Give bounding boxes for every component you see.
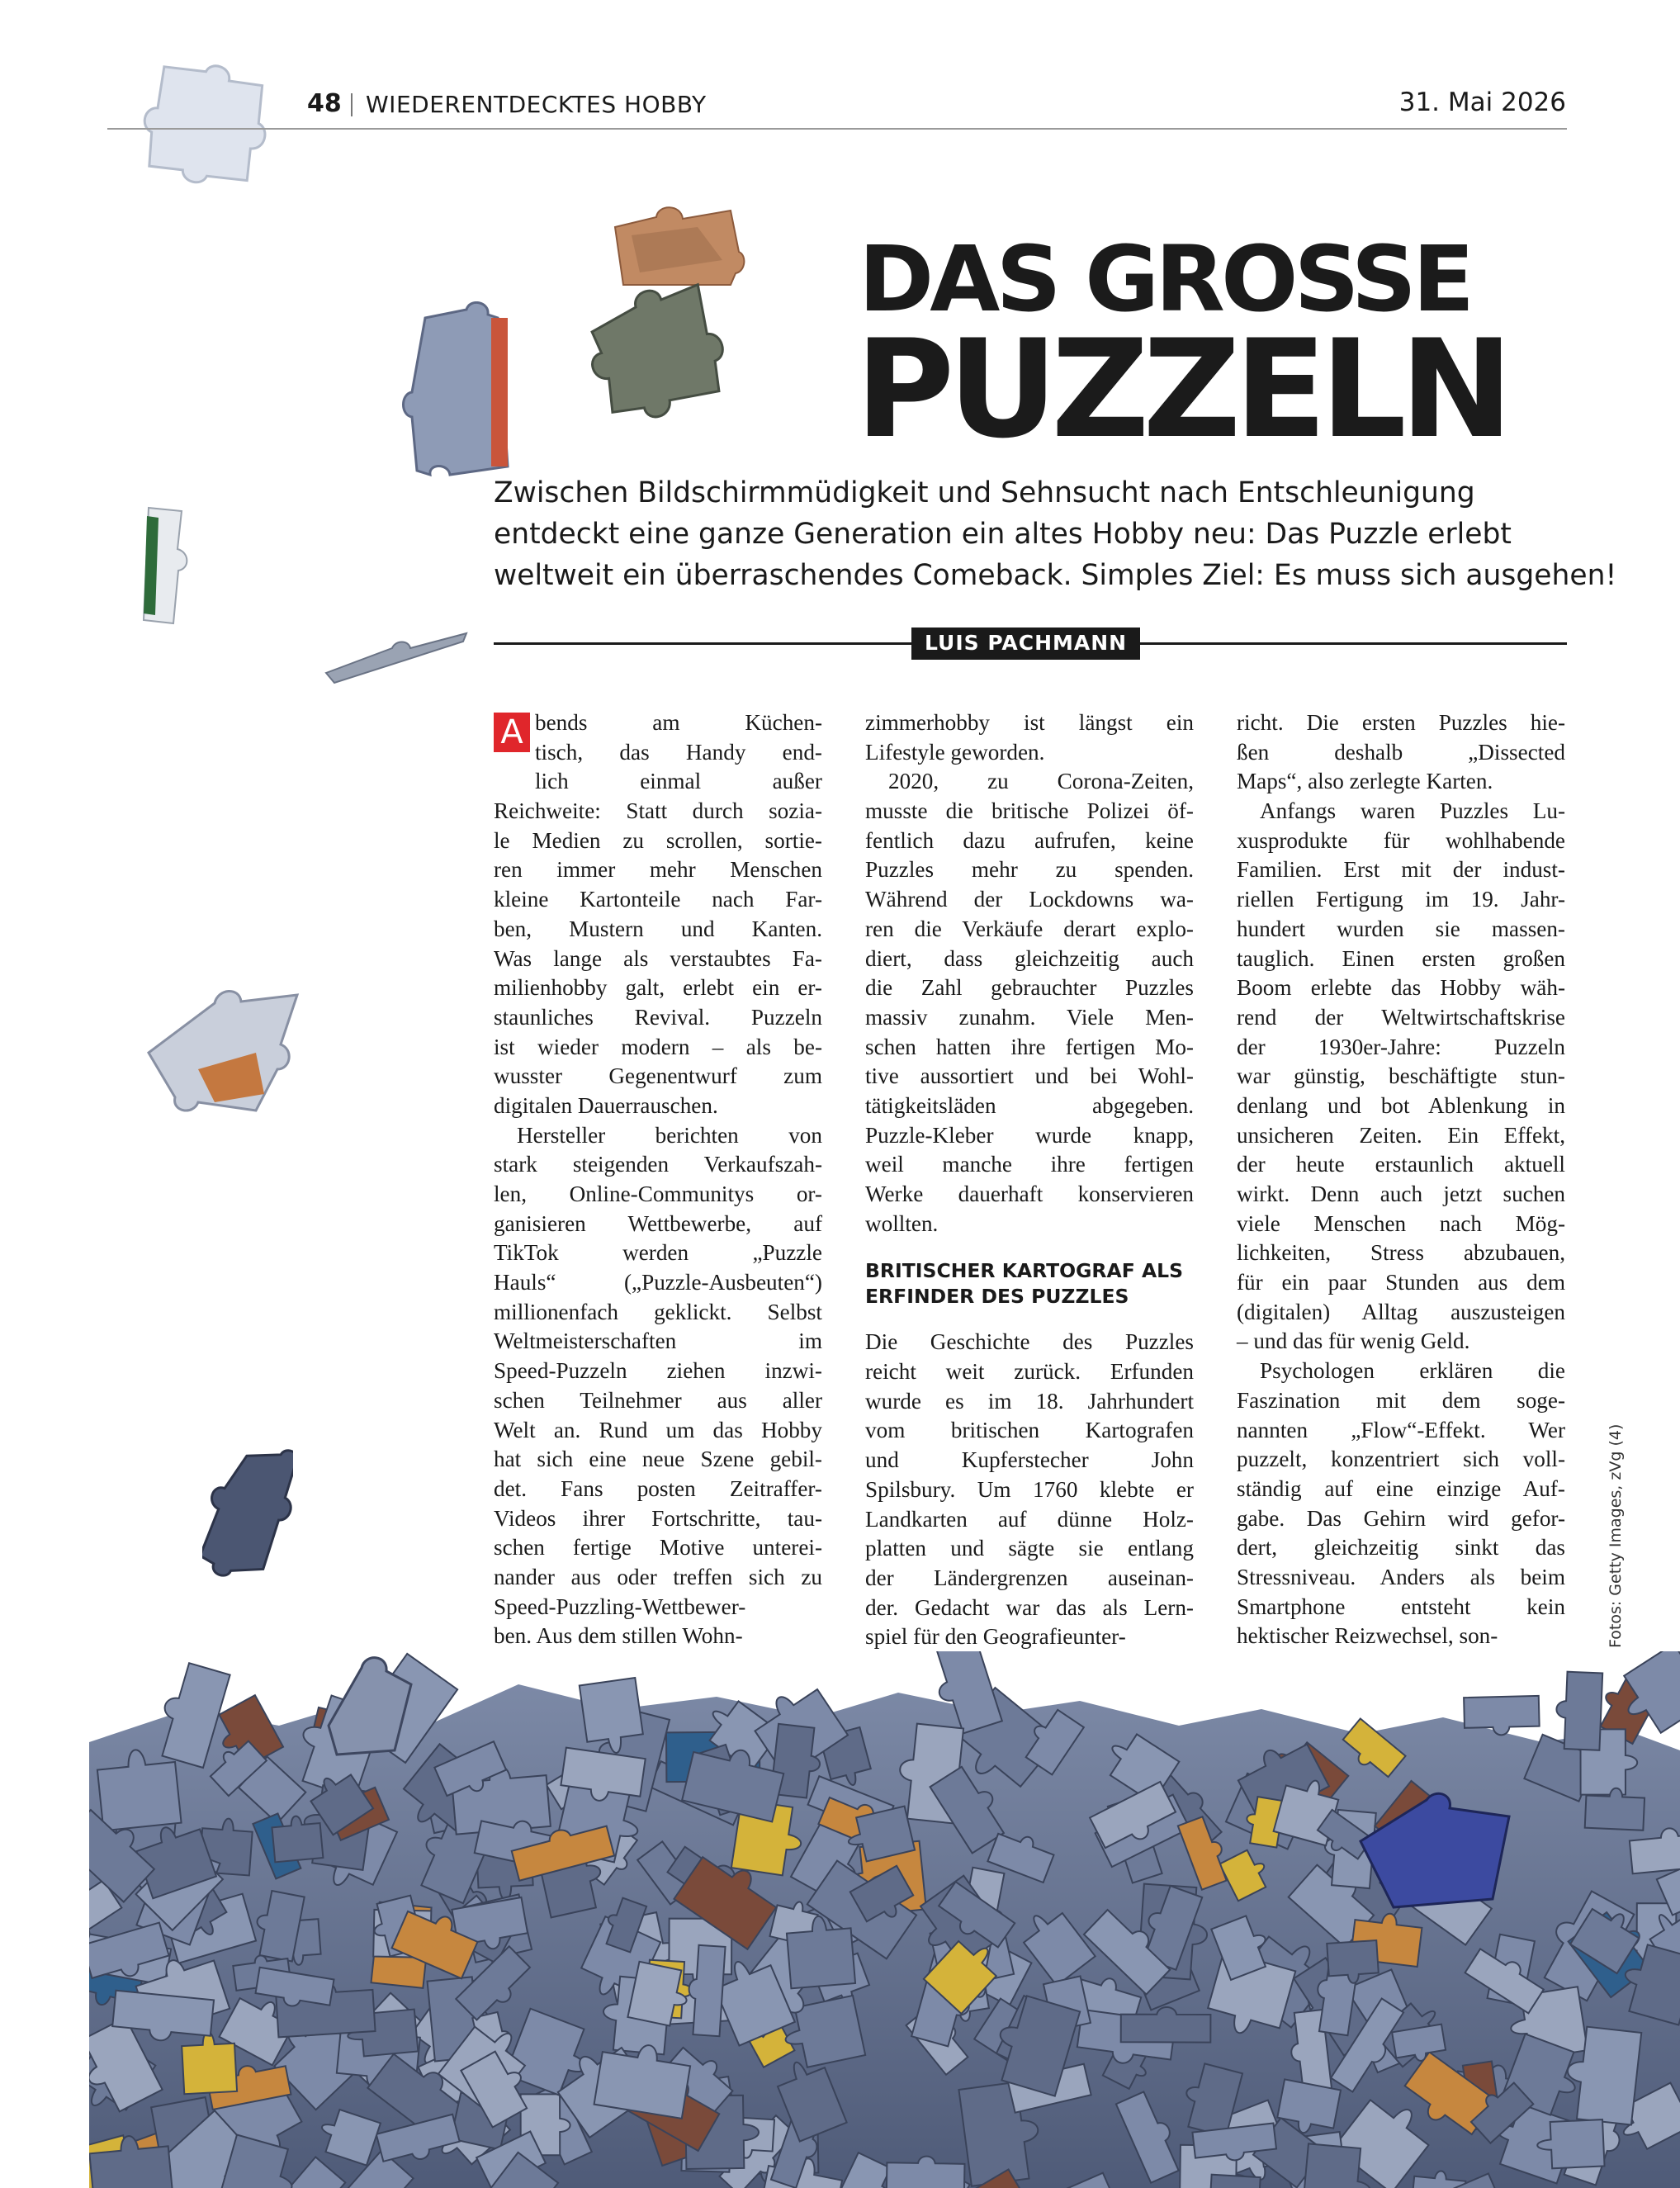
text-line: Die Geschichte des Puzzles [865, 1329, 1194, 1355]
text-line: Stressniveau. Anders als beim [1237, 1564, 1565, 1589]
puzzle-piece-flat-icon [318, 623, 475, 689]
text-line: – und das für wenig Geld. [1237, 1328, 1470, 1354]
puzzle-piece-side-green-icon [132, 500, 198, 632]
text-line: Während der Lockdowns wa- [865, 887, 1194, 912]
text-line: der 1930er-Jahre: Puzzeln [1237, 1034, 1565, 1059]
text-line: wirkt. Denn auch jetzt suchen [1237, 1182, 1565, 1206]
text-line: ganisieren Wettbewerbe, auf [494, 1210, 822, 1236]
text-line: musste die britische Polizei öf- [865, 798, 1194, 824]
text-line: Hersteller berichten von [517, 1122, 822, 1148]
text-line: riellen Fertigung im 19. Jahr- [1237, 887, 1565, 912]
text-line: (digitalen) Alltag auszusteigen [1237, 1299, 1565, 1324]
column-2-text-a [865, 708, 1194, 1238]
text-line: ist wieder modern – als be- [494, 1034, 822, 1059]
text-line: Maps“, also zerlegte Karten. [1237, 769, 1493, 794]
text-line: tisch, das Handy end- [535, 739, 822, 765]
article-column-2 [865, 708, 1194, 1652]
text-line: für ein paar Stunden aus dem [1237, 1270, 1565, 1295]
text-line: Speed-Puzzeln ziehen inzwi- [494, 1358, 822, 1384]
text-line: Hauls“ („Puzzle-Ausbeuten“) [494, 1270, 822, 1295]
text-line: ben. Aus dem stillen Wohn- [494, 1623, 743, 1649]
text-line: Reichweite: Statt durch sozia- [494, 798, 822, 824]
text-line: unsicheren Zeiten. Ein Effekt, [1237, 1122, 1565, 1148]
text-line: Speed-Puzzling-Wettbewer- [494, 1594, 746, 1619]
text-line: massiv zunahm. Viele Men- [865, 1004, 1194, 1030]
text-line: zimmerhobby ist längst ein [865, 710, 1194, 735]
text-line: Faszination mit dem soge- [1237, 1387, 1565, 1413]
text-line: Puzzles mehr zu spenden. [865, 857, 1194, 883]
text-line: rend der Weltwirtschaftskrise [1237, 1004, 1565, 1030]
text-line: Landkarten auf dünne Holz- [865, 1506, 1194, 1532]
text-line: platten und sägte sie entlang [865, 1536, 1194, 1561]
text-line: reicht weit zurück. Erfunden [865, 1359, 1194, 1385]
puzzle-piece-tumbling-icon [132, 978, 314, 1119]
text-line: ständig auf eine einzige Auf- [1237, 1475, 1565, 1501]
section-title: WIEDERENTDECKTES HOBBY [366, 91, 707, 118]
text-line: Psychologen erklären die [1260, 1358, 1565, 1384]
text-line: nannten „Flow“-Effekt. Wer [1237, 1417, 1565, 1442]
column-2-text-b [865, 1328, 1194, 1652]
article-column-1 [494, 708, 822, 1651]
text-line: digitalen Dauerrauschen. [494, 1092, 718, 1118]
text-line: ren die Verkäufe derart explo- [865, 916, 1194, 941]
lead-paragraph [494, 472, 1617, 596]
text-line: stark steigenden Verkaufszah- [494, 1152, 822, 1177]
text-line: Welt an. Rund um das Hobby [494, 1417, 822, 1442]
puzzle-piece-dark-icon [202, 1441, 293, 1581]
text-line: le Medien zu scrollen, sortie- [494, 827, 822, 853]
text-line: war günstig, beschäftigte stun- [1237, 1063, 1565, 1089]
text-line: milienhobby galt, erlebt ein er- [494, 975, 822, 1001]
text-line: die Zahl gebrauchter Puzzles [865, 975, 1194, 1001]
text-line: schen Teilnehmer aus aller [494, 1387, 822, 1413]
text-line: Familien. Erst mit der indust- [1237, 857, 1565, 883]
text-line: dert, gleichzeitig sinkt das [1237, 1535, 1565, 1560]
text-line: hat sich eine neue Szene gebil- [494, 1447, 822, 1472]
text-line: richt. Die ersten Puzzles hie- [1237, 710, 1565, 735]
lead-line: entdeckt eine ganze Generation ein altes Hobby neu: Das Puzzle erlebt [494, 518, 1512, 551]
text-line: und Kupferstecher John [865, 1447, 1194, 1473]
text-line: tätigkeitsläden abgegeben. [865, 1092, 1194, 1118]
text-line: wusster Gegenentwurf zum [494, 1063, 822, 1089]
text-line: xusprodukte für wohlhabende [1237, 827, 1565, 853]
text-line: Smartphone entsteht kein [1237, 1594, 1565, 1619]
text-line: spiel für den Geografieunter- [865, 1624, 1126, 1650]
text-line: len, Online-Communitys or- [494, 1182, 822, 1206]
text-line: lichkeiten, Stress abzubauen, [1237, 1240, 1565, 1266]
text-line: diert, dass gleichzeitig auch [865, 945, 1194, 971]
text-line: vom britischen Kartografen [865, 1418, 1194, 1443]
text-line: tive aussortiert und bei Wohl- [865, 1063, 1194, 1089]
text-line: kleine Kartonteile nach Far- [494, 887, 822, 912]
issue-date: 31. Mai 2026 [1398, 88, 1566, 117]
text-line: Lifestyle geworden. [865, 739, 1045, 765]
text-line: ben, Mustern und Kanten. [494, 916, 822, 941]
text-line: wollten. [865, 1210, 939, 1236]
text-line: der. Gedacht war das als Lern- [865, 1594, 1194, 1620]
text-line: Werke dauerhaft konservieren [865, 1182, 1194, 1206]
text-line: der Ländergrenzen auseinan- [865, 1565, 1194, 1590]
text-line: der heute erstaunlich aktuell [1237, 1152, 1565, 1177]
text-line: millionenfach geklickt. Selbst [494, 1299, 822, 1324]
text-line: Videos ihrer Fortschritte, tau- [494, 1505, 822, 1531]
text-line: nander aus oder treffen sich zu [494, 1564, 822, 1589]
text-line: Puzzle-Kleber wurde knapp, [865, 1122, 1194, 1148]
header-rule [107, 128, 1567, 130]
page-number: 48 [307, 89, 342, 118]
drop-cap: A [494, 713, 530, 752]
text-line: Was lange als verstaubtes Fa- [494, 945, 822, 971]
puzzle-piece-green-icon [578, 277, 743, 425]
text-line: ßen deshalb „Dissected [1237, 739, 1565, 765]
lead-line: weltweit ein überraschendes Comeback. Simples Ziel: Es muss sich ausgehen! [494, 559, 1617, 592]
author-byline: LUIS PACHMANN [911, 628, 1140, 660]
text-line: viele Menschen nach Mög- [1237, 1210, 1565, 1236]
puzzle-pile-image [89, 1651, 1680, 2188]
pile-piece [1555, 1671, 1603, 1750]
puzzle-piece-standing-icon [400, 301, 532, 483]
puzzle-piece-top-left-icon [132, 58, 281, 190]
subheadline: ERFINDER DES PUZZLES [865, 1285, 1129, 1309]
text-line: denlang und bot Ablenkung in [1237, 1092, 1565, 1118]
text-line: TikTok werden „Puzzle [494, 1240, 822, 1266]
text-line: schen fertige Motive unterei- [494, 1535, 822, 1560]
text-line: schen hatten ihre fertigen Mo- [865, 1034, 1194, 1059]
text-line: Weltmeisterschaften im [494, 1328, 822, 1354]
headline-line-1: DAS GROSSE [859, 226, 1471, 332]
text-line: lich einmal außer [535, 769, 822, 794]
text-line: Spilsbury. Um 1760 klebte er [865, 1476, 1194, 1502]
text-line: 2020, zu Corona-Zeiten, [888, 769, 1194, 794]
header-separator [351, 93, 353, 116]
text-line: Anfangs waren Puzzles Lu- [1260, 798, 1565, 824]
article-column-3 [1237, 708, 1565, 1651]
text-line: hundert wurden sie massen- [1237, 916, 1565, 941]
text-line: det. Fans posten Zeitraffer- [494, 1475, 822, 1501]
text-line: hektischer Reizwechsel, son- [1237, 1623, 1498, 1649]
text-line: bends am Küchen- [535, 710, 822, 735]
text-line: ren immer mehr Menschen [494, 857, 822, 883]
text-line: wurde es im 18. Jahrhundert [865, 1388, 1194, 1414]
text-line: puzzelt, konzentriert sich voll- [1237, 1447, 1565, 1472]
photo-credit: Fotos: Getty Images, zVg (4) [1607, 1423, 1625, 1648]
text-line: weil manche ihre fertigen [865, 1152, 1194, 1177]
text-line: gabe. Das Gehirn wird gefor- [1237, 1505, 1565, 1531]
headline-line-2: PUZZELN [855, 310, 1507, 468]
lead-line: Zwischen Bildschirmmüdigkeit und Sehnsucht nach Entschleunigung [494, 476, 1475, 509]
subheadline: BRITISCHER KARTOGRAF ALS [865, 1259, 1184, 1283]
text-line: staunliches Revival. Puzzeln [494, 1004, 822, 1030]
text-line: tauglich. Einen ersten großen [1237, 945, 1565, 971]
text-line: fentlich dazu aufrufen, keine [865, 827, 1194, 853]
text-line: Boom erlebte das Hobby wäh- [1237, 975, 1565, 1001]
